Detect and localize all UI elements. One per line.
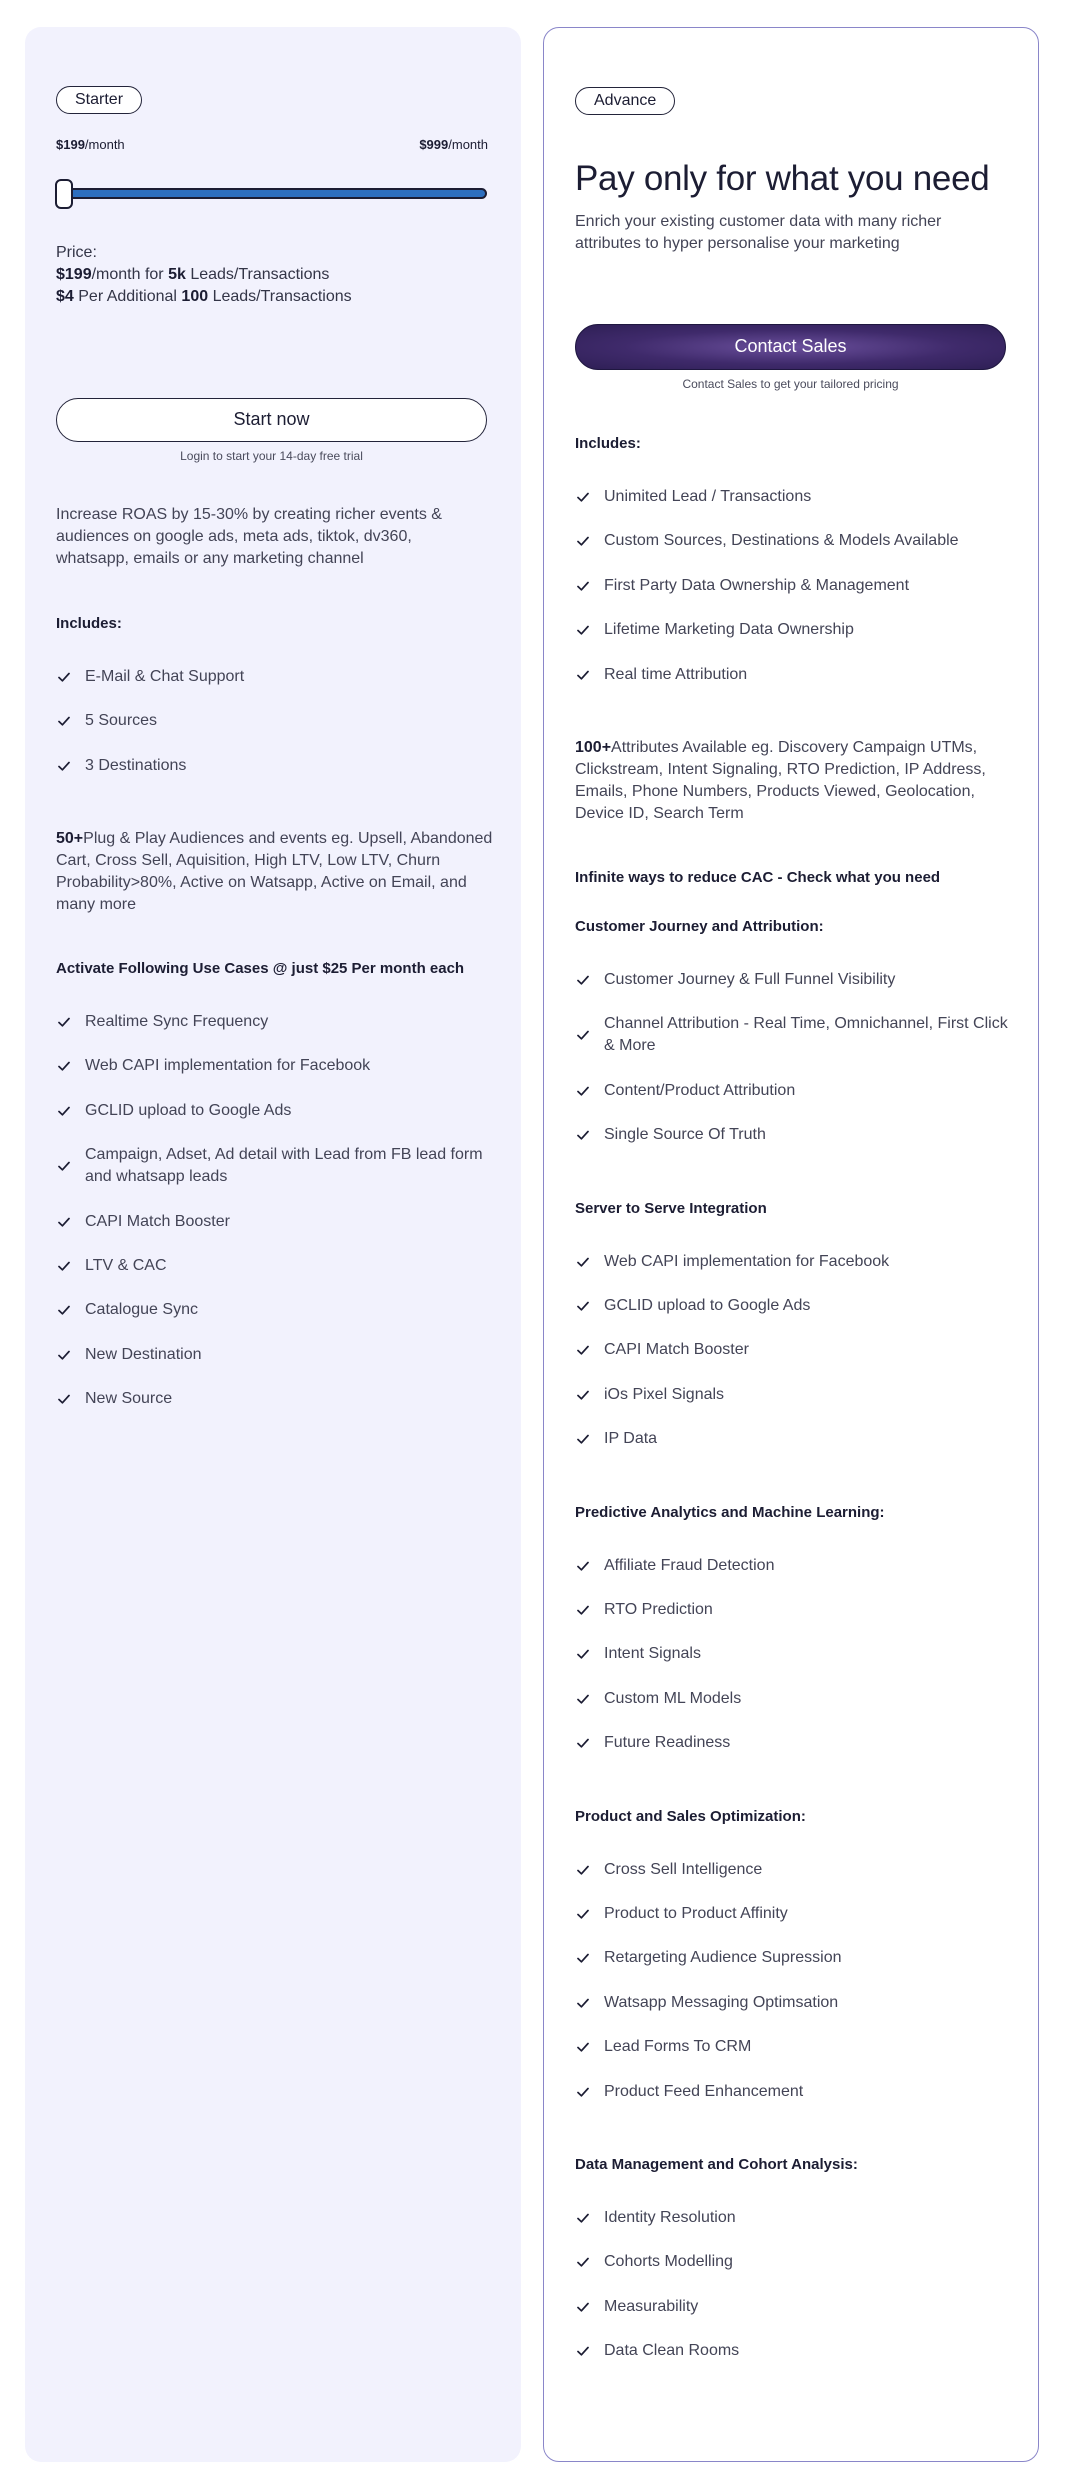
feature-label: New Source [85, 1390, 173, 1408]
checkmark-icon [58, 1160, 70, 1172]
section-heading: Customer Journey and Attribution: [575, 918, 824, 935]
min-price-amount: $199 [56, 137, 85, 152]
price-details [56, 242, 496, 308]
checkmark-icon [577, 669, 589, 681]
checkmark-icon [577, 1908, 589, 1920]
feature-item [575, 1688, 1015, 1710]
starter-includes-heading: Includes: [56, 615, 122, 632]
checkmark-icon [58, 1260, 70, 1272]
feature-label: Unimited Lead / Transactions [604, 488, 812, 505]
feature-item [575, 2296, 1015, 2318]
audiences-count: 50+ [56, 830, 84, 847]
audiences-description [56, 828, 496, 916]
feature-item [575, 1599, 1015, 1621]
feature-item [575, 1124, 1015, 1146]
feature-label: Product Feed Enhancement [604, 2082, 804, 2100]
usecases-heading: Activate Following Use Cases @ just $25 Per month each [56, 960, 465, 977]
feature-item [575, 530, 1015, 552]
feature-label: Future Readiness [604, 1734, 731, 1752]
feature-item [575, 1643, 1015, 1665]
section-heading: Server to Serve Integration [575, 1199, 767, 1217]
feature-item [575, 1732, 1015, 1754]
section-heading: Predictive Analytics and Machine Learning: [575, 1503, 885, 1521]
feature-item [575, 1251, 1015, 1273]
feature-item [56, 1344, 496, 1366]
advance-badge: Advance [575, 87, 675, 115]
additional-price-mid: Per Additional [73, 288, 182, 305]
feature-item [56, 1211, 496, 1233]
feature-label: CAPI Match Booster [85, 1212, 230, 1230]
price-line-additional [56, 286, 496, 308]
feature-item [575, 575, 1015, 597]
checkmark-icon [577, 2345, 589, 2357]
feature-label: Content/Product Attribution [604, 1081, 796, 1099]
checkmark-icon [577, 1389, 589, 1401]
feature-label: Cross Sell Intelligence [604, 1860, 763, 1878]
checkmark-icon [577, 2086, 589, 2098]
feature-item [56, 666, 496, 688]
checkmark-icon [58, 760, 70, 772]
checkmark-icon [58, 1393, 70, 1405]
starter-plan-card [25, 27, 521, 2462]
feature-item [56, 1011, 496, 1033]
feature-label: GCLID upload to Google Ads [604, 1296, 811, 1314]
checkmark-icon [577, 2256, 589, 2268]
feature-label: Intent Signals [604, 1645, 701, 1663]
feature-label: Web CAPI implementation for Facebook [85, 1057, 371, 1075]
checkmark-icon [58, 1016, 70, 1028]
base-leads-count: 5k [168, 266, 186, 283]
feature-item [575, 1992, 1015, 2014]
feature-label: iOs Pixel Signals [604, 1385, 725, 1403]
checkmark-icon [577, 624, 589, 636]
audiences-text: Plug & Play Audiences and events eg. Upsell, Abandoned Cart, Cross Sell, Aquisition, High LTV, Low LTV, Churn Probability>80%, Active on Watsapp, Active on Email, and many more [56, 830, 493, 913]
feature-item [575, 486, 1015, 508]
checkmark-icon [58, 1349, 70, 1361]
feature-label: 5 Sources [85, 712, 158, 730]
feature-label: Lifetime Marketing Data Ownership [604, 621, 854, 639]
checkmark-icon [58, 1105, 70, 1117]
free-trial-note: Login to start your 14-day free trial [180, 449, 363, 463]
max-price [419, 137, 488, 152]
cac-heading: Infinite ways to reduce CAC - Check what you need [575, 869, 941, 886]
feature-label: GCLID upload to Google Ads [85, 1101, 292, 1119]
price-slider-handle[interactable] [55, 179, 73, 209]
checkmark-icon [577, 1693, 589, 1705]
checkmark-icon [577, 1560, 589, 1572]
contact-sales-button[interactable]: Contact Sales [575, 324, 1006, 370]
checkmark-icon [577, 535, 589, 547]
checkmark-icon [577, 580, 589, 592]
section-heading: Data Management and Cohort Analysis: [575, 2156, 858, 2173]
feature-item [575, 1428, 1015, 1450]
feature-label: First Party Data Ownership & Management [604, 576, 910, 594]
section-heading: Product and Sales Optimization: [575, 1807, 806, 1825]
feature-item [56, 1100, 496, 1122]
feature-item [56, 1299, 496, 1321]
feature-label: Cohorts Modelling [604, 2253, 733, 2271]
feature-item [56, 1255, 496, 1277]
checkmark-icon [577, 1952, 589, 1964]
feature-label: Single Source Of Truth [604, 1126, 766, 1144]
feature-label: Catalogue Sync [85, 1301, 198, 1319]
additional-price-rest: Leads/Transactions [208, 288, 352, 305]
additional-price: $4 [56, 288, 74, 305]
feature-item [56, 710, 496, 732]
feature-item [575, 1947, 1015, 1969]
checkmark-icon [577, 1029, 589, 1041]
feature-label: IP Data [604, 1430, 658, 1448]
price-slider-track[interactable] [56, 188, 487, 199]
checkmark-icon [577, 1604, 589, 1616]
checkmark-icon [577, 1997, 589, 2009]
feature-label: Web CAPI implementation for Facebook [604, 1252, 890, 1270]
checkmark-icon [577, 1344, 589, 1356]
additional-leads-count: 100 [181, 288, 209, 305]
advance-subtitle: Enrich your existing customer data with many richer attributes to hyper personalise your marketing [575, 213, 942, 252]
checkmark-icon [577, 1300, 589, 1312]
feature-label: LTV & CAC [85, 1257, 167, 1274]
feature-label: Custom Sources, Destinations & Models Available [604, 532, 959, 550]
feature-item [56, 1144, 496, 1188]
feature-label: Identity Resolution [604, 2209, 736, 2226]
advance-includes-heading: Includes: [575, 435, 641, 452]
feature-label: Affiliate Fraud Detection [604, 1556, 775, 1574]
feature-label: Measurability [604, 2297, 699, 2315]
feature-label: E-Mail & Chat Support [85, 668, 245, 685]
checkmark-icon [577, 2301, 589, 2313]
attributes-count: 100+ [575, 739, 612, 756]
starter-description: Increase ROAS by 15-30% by creating richer events & audiences on google ads, meta ads, tiktok, dv360, whatsapp, emails or any marketing channel [56, 506, 442, 567]
feature-label: Retargeting Audience Supression [604, 1949, 842, 1967]
feature-label: Data Clean Rooms [604, 2342, 740, 2360]
checkmark-icon [577, 2212, 589, 2224]
starter-badge: Starter [56, 86, 142, 114]
feature-item [575, 1903, 1015, 1925]
price-line-base [56, 264, 496, 286]
max-price-amount: $999 [419, 137, 449, 152]
feature-item [575, 969, 1015, 991]
checkmark-icon [577, 491, 589, 503]
checkmark-icon [577, 1129, 589, 1141]
feature-item [575, 1859, 1015, 1881]
feature-label: Campaign, Adset, Ad detail with Lead from FB lead form and whatsapp leads [85, 1146, 483, 1186]
checkmark-icon [577, 2041, 589, 2053]
checkmark-icon [577, 1864, 589, 1876]
feature-item [575, 2340, 1015, 2362]
checkmark-icon [58, 1060, 70, 1072]
checkmark-icon [58, 671, 70, 683]
feature-item [575, 1295, 1015, 1317]
price-label: Price: [56, 244, 97, 261]
base-price-mid: /month for [91, 266, 169, 283]
feature-item [575, 664, 1015, 686]
checkmark-icon [577, 1085, 589, 1097]
feature-label: Lead Forms To CRM [604, 2038, 752, 2056]
feature-label: New Destination [85, 1345, 202, 1363]
feature-label: RTO Prediction [604, 1600, 713, 1618]
feature-item [575, 619, 1015, 641]
checkmark-icon [58, 715, 70, 727]
base-price: $199 [56, 266, 92, 283]
checkmark-icon [577, 1433, 589, 1445]
feature-label: CAPI Match Booster [604, 1341, 749, 1359]
min-price [56, 137, 125, 152]
feature-label: Customer Journey & Full Funnel Visibility [604, 971, 896, 988]
attributes-text: Attributes Available eg. Discovery Campaign UTMs, Clickstream, Intent Signaling, RTO Prediction, IP Address, Emails, Phone Numbers, Products Viewed, Geolocation, Device ID, Search Term [575, 739, 986, 822]
advance-title: Pay only for what you need [575, 159, 990, 198]
feature-label: 3 Destinations [85, 756, 187, 774]
feature-item [575, 1080, 1015, 1102]
feature-item [575, 2251, 1015, 2273]
feature-item [56, 755, 496, 777]
feature-label: Product to Product Affinity [604, 1904, 788, 1922]
feature-item [575, 1013, 1015, 1057]
contact-sales-note: Contact Sales to get your tailored pricing [682, 377, 899, 391]
feature-label: Watsapp Messaging Optimsation [604, 1993, 839, 2011]
feature-item [575, 1384, 1015, 1406]
feature-label: Channel Attribution - Real Time, Omnichannel, First Click & More [604, 1015, 1008, 1055]
feature-item [575, 1339, 1015, 1361]
start-now-button[interactable]: Start now [56, 398, 487, 442]
checkmark-icon [577, 1648, 589, 1660]
checkmark-icon [577, 974, 589, 986]
feature-item [575, 2036, 1015, 2058]
feature-item [56, 1055, 496, 1077]
feature-item [56, 1388, 496, 1410]
feature-label: Custom ML Models [604, 1689, 742, 1707]
checkmark-icon [577, 1737, 589, 1749]
checkmark-icon [58, 1216, 70, 1228]
min-price-unit: /month [84, 137, 125, 152]
feature-label: Realtime Sync Frequency [85, 1013, 269, 1030]
advance-plan-card [543, 27, 1039, 2462]
attributes-description [575, 737, 1005, 825]
base-price-rest: Leads/Transactions [185, 266, 330, 283]
feature-item [575, 1555, 1015, 1577]
feature-label: Real time Attribution [604, 665, 748, 683]
feature-item [575, 2081, 1015, 2103]
checkmark-icon [58, 1304, 70, 1316]
max-price-unit: /month [448, 137, 488, 152]
checkmark-icon [577, 1256, 589, 1268]
feature-item [575, 2207, 1015, 2229]
